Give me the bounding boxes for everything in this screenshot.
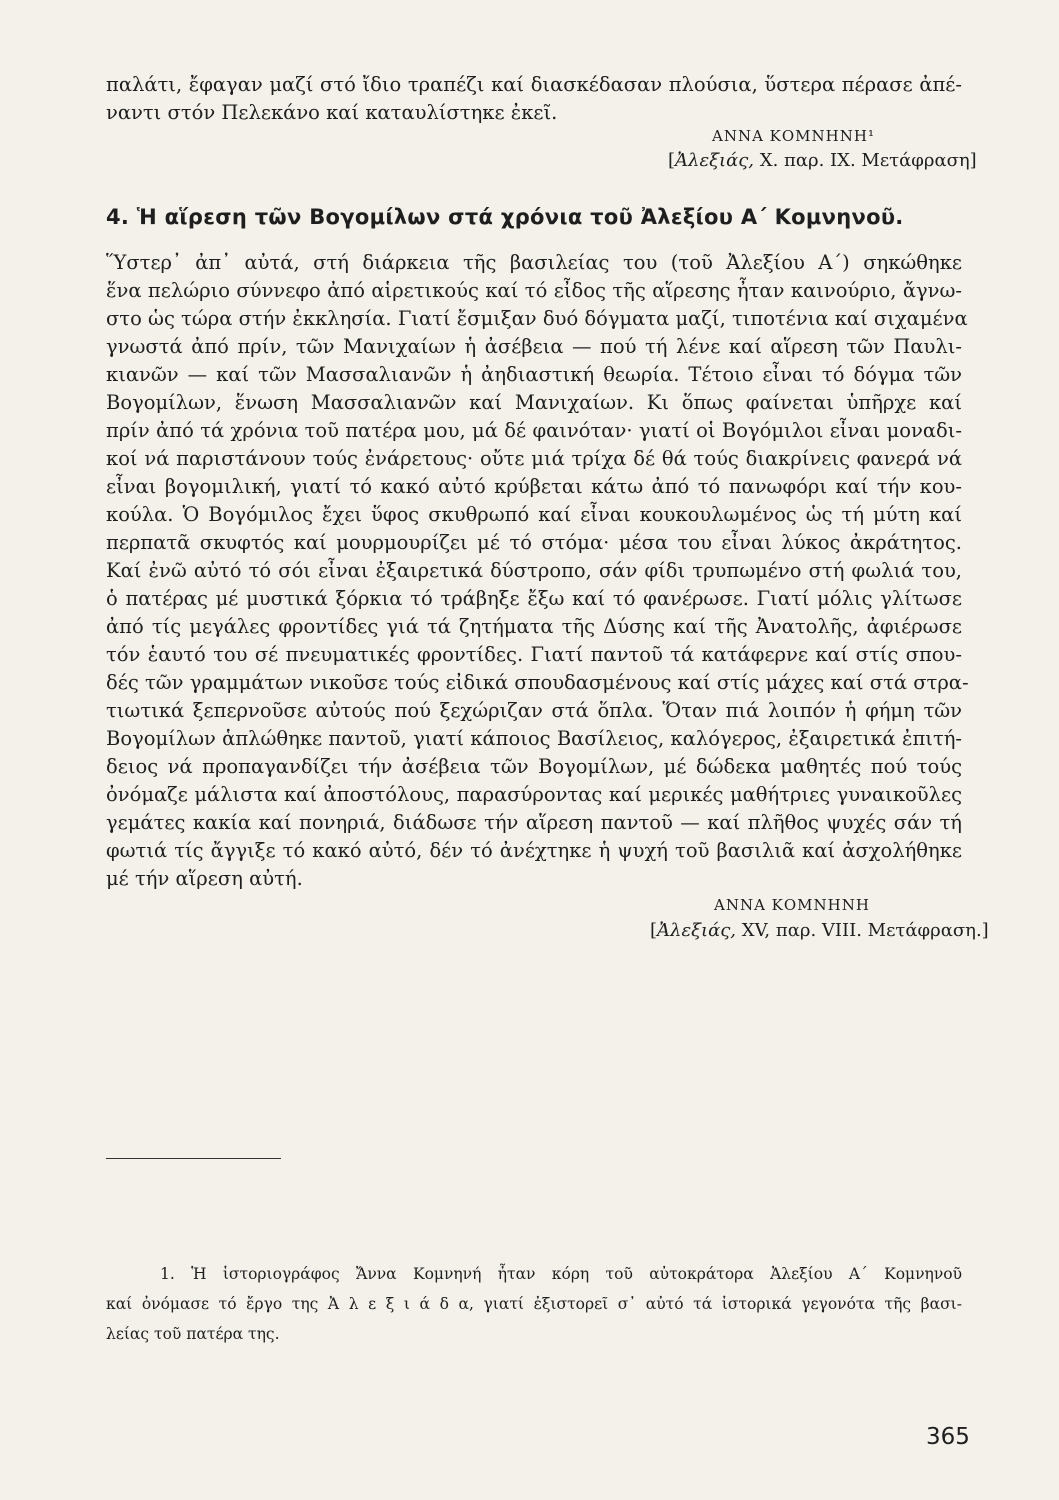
text-line: ὀνόμαζε μάλιστα καί ἀποστόλους, παρασύροντας καί μερικές μαθήτριες γυναικοῦλες (106, 783, 962, 806)
text-line: εἶναι βογομιλική, γιατί τό κακό αὐτό κρύβεται κάτω ἀπό τό πανωφόρι καί τήν κου- (106, 475, 962, 498)
text-line: κούλα. Ὁ Βογόμιλος ἔχει ὕφος σκυθρωπό καί εἶναι κουκουλωμένος ὡς τή μύτη καί (106, 503, 962, 526)
source-title: Ἀλεξιάς, (657, 920, 737, 941)
source-detail: XV, παρ. VIII. Μετάφραση.] (741, 920, 989, 941)
text-line: τόν ἑαυτό του σέ πνευματικές φροντίδες. Γιατί παντοῦ τά κατάφερνε καί στίς σπου- (106, 643, 962, 666)
text-line: ἕνα πελώριο σύννεφο ἀπό αἱρετικούς καί τό εἶδος τῆς αἵρεσης ἦταν καινούριο, ἄγνω- (106, 279, 962, 302)
text-line: μέ τήν αἵρεση αὐτή. (106, 867, 303, 890)
text-line: κιανῶν — καί τῶν Μασσαλιανῶν ἡ ἀηδιαστική θεωρία. Τέτοιο εἶναι τό δόγμα τῶν (106, 363, 962, 386)
text-line: κοί νά παριστάνουν τούς ἐνάρετους· οὔτε μιά τρίχα δέ θά τούς διακρίνεις φανερά νά (106, 447, 962, 470)
source-detail: X. παρ. IX. Μετάφραση] (759, 150, 977, 171)
author-signature: ΑΝΝΑ ΚΟΜΝΗΝΗ (714, 896, 870, 914)
text-line: δειος νά προπαγανδίζει τήν ἀσέβεια τῶν Βογομίλων, μέ δώδεκα μαθητές πού τούς (106, 755, 962, 778)
bracket-open: [ (668, 150, 676, 171)
text-line: τιωτικά ξεπερνοῦσε αὐτούς πού ξεχώριζαν στά ὅπλα. Ὅταν πιά λοιπόν ἡ φήμη τῶν (106, 699, 962, 722)
text-line: πρίν ἀπό τά χρόνια τοῦ πατέρα μου, μά δέ φαινόταν· γιατί οἱ Βογόμιλοι εἶναι μοναδι- (106, 419, 962, 442)
text-line: ἀπό τίς μεγάλες φροντίδες γιά τά ζητήματα τῆς Δύσης καί τῆς Ἀνατολῆς, ἀφιέρωσε (106, 615, 962, 638)
bracket-open: [ (650, 920, 658, 941)
text-line: Καί ἐνῶ αὐτό τό σόι εἶναι ἐξαιρετικά δύστροπο, σάν φίδι τρυπωμένο στή φωλιά του, (106, 559, 962, 582)
text-line: στο ὡς τώρα στήν ἐκκλησία. Γιατί ἔσμιξαν δυό δόγματα μαζί, τιποτένια καί σιχαμένα (106, 307, 968, 330)
text-line: ὁ πατέρας μέ μυστικά ξόρκια τό τράβηξε ἔξω καί τό φανέρωσε. Γιατί μόλις γλίτωσε (106, 587, 962, 610)
page-number: 365 (926, 1424, 970, 1450)
footnote-line: λείας τοῦ πατέρα της. (106, 1325, 280, 1343)
text-line: περπατᾶ σκυφτός καί μουρμουρίζει μέ τό στόμα· μέσα του εἶναι λύκος ἀκράτητος. (106, 531, 962, 554)
text-line: γεμάτες κακία καί πονηριά, διάδωσε τήν αἵρεση παντοῦ — καί πλῆθος ψυχές σάν τή (106, 811, 962, 834)
footnote-line: 1. Ἡ ἱστοριογράφος Ἄννα Κομνηνή ἦταν κόρη τοῦ αὐτοκράτορα Ἀλεξίου Α΄ Κομνηνοῦ (160, 1265, 962, 1283)
text-line: γνωστά ἀπό πρίν, τῶν Μανιχαίων ἡ ἀσέβεια — πού τή λένε καί αἵρεση τῶν Παυλι- (106, 335, 962, 358)
source-citation (668, 150, 977, 171)
section-heading: 4. Ἡ αἵρεση τῶν Βογομίλων στά χρόνια τοῦ Ἀλεξίου Α΄ Κομνηνοῦ. (106, 205, 904, 229)
source-title: Ἀλεξιάς, (675, 150, 755, 171)
text-line: Ὕστερ᾽ ἀπ᾽ αὐτά, στή διάρκεια τῆς βασιλείας του (τοῦ Ἀλεξίου Α΄) σηκώθηκε (106, 251, 962, 274)
footnote-line: καί ὀνόμασε τό ἔργο της Ἀ λ ε ξ ι ά δ α, γιατί ἐξιστορεῖ σ᾽ αὐτό τά ἱστορικά γεγονότα τῆς βασι- (106, 1295, 962, 1313)
source-citation (650, 920, 989, 941)
text-line: ναντι στόν Πελεκάνο καί καταυλίστηκε ἐκεῖ. (106, 101, 558, 124)
text-line: φωτιά τίς ἄγγιξε τό κακό αὐτό, δέν τό ἀνέχτηκε ἡ ψυχή τοῦ βασιλιᾶ καί ἀσχολήθηκε (106, 839, 962, 862)
text-line: παλάτι, ἔφαγαν μαζί στό ἴδιο τραπέζι καί διασκέδασαν πλούσια, ὕστερα πέρασε ἀπέ- (106, 73, 962, 96)
text-line: Βογομίλων, ἕνωση Μασσαλιανῶν καί Μανιχαίων. Κι ὅπως φαίνεται ὑπῆρχε καί (106, 391, 962, 414)
author-signature: ΑΝΝΑ ΚΟΜΝΗΝΗ¹ (712, 127, 875, 145)
text-line: Βογομίλων ἁπλώθηκε παντοῦ, γιατί κάποιος Βασίλειος, καλόγερος, ἐξαιρετικά ἐπιτή- (106, 727, 962, 750)
text-line: δές τῶν γραμμάτων νικοῦσε τούς εἰδικά σπουδασμένους καί στίς μάχες καί στά στρα- (106, 671, 969, 694)
footnote-divider (106, 1158, 281, 1159)
